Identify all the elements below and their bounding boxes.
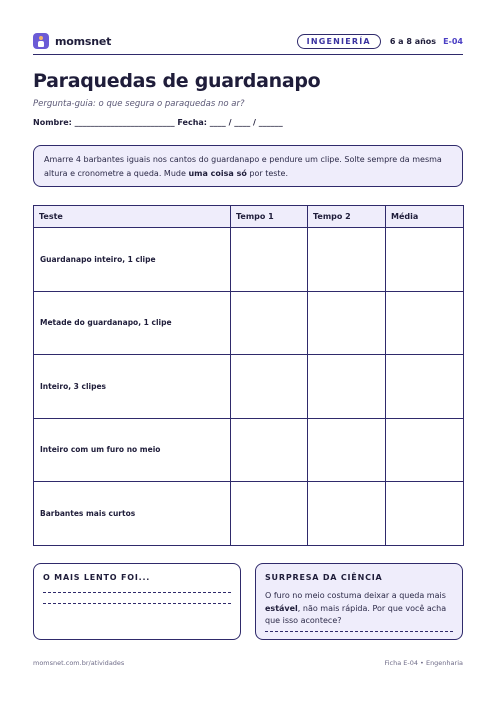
average-cell[interactable] [386, 291, 464, 355]
time-2-cell[interactable] [308, 291, 386, 355]
instruction-box [33, 145, 463, 187]
science-box-title: SURPRESA DA CIÊNCIA [265, 573, 383, 582]
column-header-time-1: Tempo 1 [231, 206, 308, 228]
column-header-test: Teste [34, 206, 231, 228]
answer-line[interactable] [43, 592, 231, 593]
header-divider [33, 54, 463, 55]
science-text-emphasis: estável [265, 603, 298, 613]
time-2-cell[interactable] [308, 418, 386, 482]
column-header-time-2: Tempo 2 [308, 206, 386, 228]
time-2-cell[interactable] [308, 355, 386, 419]
test-label: Guardanapo inteiro, 1 clipe [34, 228, 231, 292]
time-1-cell[interactable] [231, 418, 308, 482]
guiding-question: Pergunta-guia: o que segura o paraquedas no ar? [33, 99, 245, 109]
table-row [34, 482, 464, 546]
science-text-start: O furo no meio costuma deixar a queda mais [265, 591, 446, 600]
science-surprise-box [255, 563, 463, 640]
table-row [34, 418, 464, 482]
brand-logo[interactable] [33, 33, 111, 49]
science-text-end: , não mais rápida. Por que você acha que isso acontece? [265, 603, 447, 625]
brand-name: momsnet [55, 34, 112, 48]
time-2-cell[interactable] [308, 228, 386, 292]
test-label: Inteiro, 3 clipes [34, 355, 231, 419]
header [33, 31, 463, 53]
name-date-fields[interactable]: Nombre: _________________________ Fecha: ____ / ____ / ______ [33, 118, 283, 127]
average-cell[interactable] [386, 228, 464, 292]
test-label: Barbantes mais curtos [34, 482, 231, 546]
time-2-cell[interactable] [308, 482, 386, 546]
momsnet-logo-icon [33, 33, 49, 49]
test-label: Metade do guardanapo, 1 clipe [34, 291, 231, 355]
table-row [34, 291, 464, 355]
time-1-cell[interactable] [231, 291, 308, 355]
slowest-box-title: O MAIS LENTO FOI... [43, 573, 151, 582]
average-cell[interactable] [386, 355, 464, 419]
answer-line[interactable] [265, 631, 453, 632]
slowest-answer-box [33, 563, 241, 640]
time-1-cell[interactable] [231, 355, 308, 419]
category-badge: INGENIERÍA [297, 34, 381, 49]
average-cell[interactable] [386, 482, 464, 546]
answer-line[interactable] [43, 603, 231, 604]
average-cell[interactable] [386, 418, 464, 482]
table-row [34, 355, 464, 419]
test-label: Inteiro com um furo no meio [34, 418, 231, 482]
page-title: Paraquedas de guardanapo [33, 70, 321, 92]
time-1-cell[interactable] [231, 228, 308, 292]
header-meta [297, 31, 463, 51]
time-1-cell[interactable] [231, 482, 308, 546]
instruction-emphasis: uma coisa só [188, 169, 247, 178]
footer-url[interactable]: momsnet.com.br/atividades [33, 659, 125, 667]
table-row [34, 228, 464, 292]
instruction-text-end: por teste. [246, 169, 289, 178]
science-box-text [265, 590, 453, 628]
instruction-text: Amarre 4 barbantes iguais nos cantos do guardanapo e pendure um clipe. Solte sempre da mesma altura e cronometre a queda. Mude [44, 155, 442, 178]
results-table [33, 205, 464, 546]
worksheet-code: E-04 [443, 36, 463, 46]
age-range: 6 a 8 años [389, 36, 437, 46]
footer-sheet-id: Ficha E-04 • Engenharia [384, 659, 463, 667]
table-header-row [34, 206, 464, 228]
column-header-average: Média [386, 206, 464, 228]
